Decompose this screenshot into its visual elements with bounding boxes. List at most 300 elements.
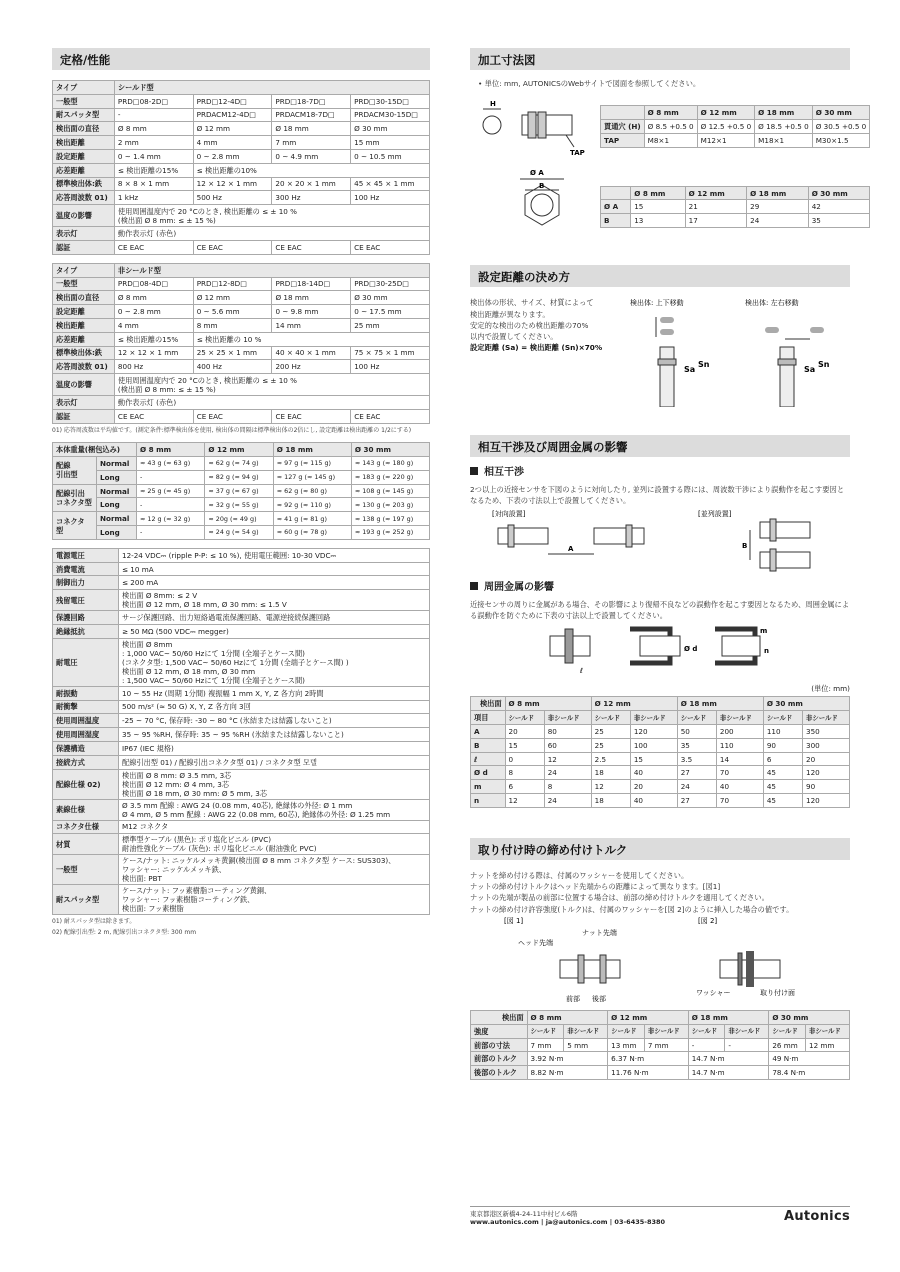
table-row (53, 638, 430, 686)
table-cell: Ø 18 mm (677, 697, 763, 711)
weight-table (52, 442, 430, 540)
table-cell: ≤ 検出距離の 10 % (193, 332, 429, 346)
table-row (53, 512, 430, 526)
table-cell: Ø 12.5 +0.5 0 (697, 120, 755, 134)
table-cell: Long (97, 470, 137, 484)
table-cell: シールド (505, 711, 544, 725)
table-cell: Ø 12 mm (608, 1011, 689, 1025)
table-cell: Ø 18 mm (272, 291, 351, 305)
table-cell: 120 (630, 725, 677, 739)
table-cell: 35 ~ 95 %RH, 保存時: 35 ~ 95 %RH (氷結または結露しないこと) (119, 728, 430, 742)
footer-contact: www.autonics.com | ja@autonics.com | 03-6435-8380 (470, 1218, 666, 1227)
table-cell: ≈ 24 g (≈ 54 g) (205, 526, 273, 540)
table-cell: ≈ 41 g (≈ 81 g) (273, 512, 351, 526)
table-cell: 15 mm (351, 136, 430, 150)
table-cell: 12 mm (806, 1038, 850, 1052)
cert-marks: CE EAC (114, 240, 193, 254)
label-mount: 取り付け面 (760, 989, 795, 998)
table-cell: Ø A (601, 200, 631, 214)
table-cell: 使用周囲湿度 (53, 728, 119, 742)
cert-marks: CE EAC (193, 240, 272, 254)
table-cell: シールド (608, 1024, 645, 1038)
table-cell: 70 (716, 794, 763, 808)
table-cell: Ø 30 mm (769, 1011, 850, 1025)
table-cell: 20 (803, 752, 850, 766)
torque-figures (470, 915, 850, 1010)
table-cell: 耐スパッタ型 (53, 108, 115, 122)
table-row (53, 136, 430, 150)
table-cell: 使用周囲温度内で 20 °Cのとき, 検出距離の ≤ ± 10 % (検出面 Ø 8 mm: ≤ ± 15 %) (114, 205, 429, 227)
table-cell: 24 (544, 766, 591, 780)
table-row (53, 374, 430, 396)
hole-table (600, 105, 870, 147)
table-cell: 3.5 (677, 752, 716, 766)
table-cell: 4 mm (193, 136, 272, 150)
table-cell: Long (97, 526, 137, 540)
set-text-line: 以内で設置してください。 (470, 332, 558, 342)
table-cell: 12 × 12 × 1 mm (114, 346, 193, 360)
table-cell: 0 ~ 4.9 mm (272, 149, 351, 163)
table-cell: Ø 12 mm (591, 697, 677, 711)
table-cell: 応差距離 (53, 332, 115, 346)
table-cell: 24 (677, 780, 716, 794)
table-cell: PRD□08-4D□ (114, 277, 193, 291)
note-cable-length: 02) 配線引出型: 2 m, 配線引出コネクタ型: 300 mm (52, 928, 197, 936)
table-cell: 24 (544, 794, 591, 808)
table-cell: M30×1.5 (812, 133, 870, 147)
table-cell: 500 m/s² (≈ 50 G) X, Y, Z 各方向 3回 (119, 700, 430, 714)
metal-l-label: ℓ (580, 667, 583, 676)
table-cell: Ø 18 mm (755, 106, 813, 120)
table-cell: 残留電圧 (53, 590, 119, 611)
table-cell: 350 (803, 725, 850, 739)
table-cell: 非シールド (803, 711, 850, 725)
table-cell: Ø 18.5 +0.5 0 (755, 120, 813, 134)
table-row (471, 725, 850, 739)
table-cell: 12-24 VDC⎓ (ripple P-P: ≤ 10 %), 使用電圧範囲: 10-30 VDC⎓ (119, 548, 430, 562)
table-cell: 35 (808, 214, 870, 228)
dimension-note: • 単位: mm, AUTONICSのWebサイトで図面を参照してください。 (478, 79, 701, 88)
table-cell: ≥ 50 MΩ (500 VDC⎓ megger) (119, 625, 430, 639)
table-row (53, 409, 430, 423)
table-cell: シールド型 (114, 81, 429, 95)
table-cell: 絶縁抵抗 (53, 625, 119, 639)
table-cell: Ø 30 mm (351, 443, 429, 457)
table-cell: 一般型 (53, 277, 115, 291)
table-cell: 8 (505, 766, 544, 780)
table-row (601, 186, 870, 200)
spec-section-title: 定格/性能 (52, 48, 430, 70)
table-cell: 検出面 Ø 8 mm: Ø 3.5 mm, 3芯 検出面 Ø 12 mm: Ø 4 mm, 3芯 検出面 Ø 18 mm, Ø 30 mm: Ø 5 mm, 3芯 (119, 769, 430, 799)
table-row (471, 1038, 850, 1052)
table-cell: ≤ 検出距離の15% (114, 332, 193, 346)
label-back: 後部 (592, 995, 606, 1004)
table-cell: 保護構造 (53, 741, 119, 755)
table-cell: Normal (97, 484, 137, 498)
table-cell: 78.4 N·m (769, 1066, 850, 1080)
table-cell: 検出面 Ø 8mm: ≤ 2 V 検出面 Ø 12 mm, Ø 18 mm, Ø 30 mm: ≤ 1.5 V (119, 590, 430, 611)
table-cell: 26 mm (769, 1038, 806, 1052)
table-cell: 非シールド (630, 711, 677, 725)
table-row (53, 590, 430, 611)
table-cell: ≈ 108 g (≈ 145 g) (351, 484, 429, 498)
table-row (471, 697, 850, 711)
table-cell: PRDACM18-7D□ (272, 108, 351, 122)
table-cell: 21 (685, 200, 747, 214)
table-cell: Ø 30.5 +0.5 0 (812, 120, 870, 134)
table-cell: 40 (630, 766, 677, 780)
table-row (53, 443, 430, 457)
table-cell: 耐振動 (53, 686, 119, 700)
table-cell: 25 × 25 × 1 mm (193, 346, 272, 360)
table-cell: Ø 18 mm (273, 443, 351, 457)
table-cell: 45 (763, 766, 802, 780)
table-cell: m (471, 780, 506, 794)
electrical-spec-table (52, 548, 430, 916)
table-row (53, 470, 430, 484)
table-cell: 前部のトルク (471, 1052, 528, 1066)
table-cell: 90 (763, 738, 802, 752)
set-text-line: 安定的な検出のため検出距離の70% (470, 320, 589, 330)
table-cell: Ø 8 mm (527, 1011, 608, 1025)
table-cell: シールド (527, 1024, 564, 1038)
dim-tap-label: TAP (570, 149, 585, 158)
table-cell: 14.7 N·m (688, 1066, 769, 1080)
table-row (471, 1052, 850, 1066)
table-cell: 使用周囲温度内で 20 °Cのとき, 検出距離の ≤ ± 10 % (検出面 Ø 8 mm: ≤ ± 15 %) (114, 374, 429, 396)
table-cell: 15 (630, 752, 677, 766)
table-cell: 20 (630, 780, 677, 794)
table-row (601, 133, 870, 147)
table-cell: Ø 8.5 +0.5 0 (644, 120, 697, 134)
table-row (53, 548, 430, 562)
table-cell: 42 (808, 200, 870, 214)
table-cell: ≈ 32 g (≈ 55 g) (205, 498, 273, 512)
table-cell: 検出面 (471, 1011, 528, 1025)
cert-marks: CE EAC (351, 409, 430, 423)
table-cell: シールド (769, 1024, 806, 1038)
table-cell: ケース/ナット: ニッケルメッキ黄銅(検出面 Ø 8 mm コネクタ型 ケース: SUS303)、 ワッシャー: ニッケルメッキ鉄、 検出面: PBT (119, 855, 430, 885)
setting-distance-figures (630, 297, 850, 407)
table-cell: 材質 (53, 834, 119, 855)
table-row (53, 277, 430, 291)
table-cell: Long (97, 498, 137, 512)
table-cell: Ø 30 mm (808, 186, 870, 200)
table-cell: PRD□30-15D□ (351, 94, 430, 108)
table-cell: 12 (544, 752, 591, 766)
table-cell: ≤ 200 mA (119, 576, 430, 590)
table-row (53, 205, 430, 227)
table-cell: 12 × 12 × 1 mm (193, 177, 272, 191)
table-cell: 120 (803, 794, 850, 808)
table-cell: シールド (688, 1024, 725, 1038)
mutual-figures (470, 506, 850, 576)
table-row (471, 780, 850, 794)
mutual-fig1-caption: [対向設置] (492, 510, 526, 519)
table-row (53, 484, 430, 498)
table-cell (601, 186, 631, 200)
table-cell: 表示灯 (53, 396, 115, 410)
cert-marks: CE EAC (272, 240, 351, 254)
table-cell: 300 Hz (272, 191, 351, 205)
table-row (53, 855, 430, 885)
table-cell: 40 (630, 794, 677, 808)
table-cell: 標準検出体:鉄 (53, 346, 115, 360)
cert-marks: CE EAC (351, 240, 430, 254)
table-cell: PRDACM30-15D□ (351, 108, 430, 122)
torque-line: ナットを締め付ける際は、付属のワッシャーを使用してください。 (470, 870, 689, 880)
dimension-section-title: 加工寸法図 (470, 48, 850, 70)
table-cell: 2 mm (114, 136, 193, 150)
table-cell: 15 (631, 200, 685, 214)
table-cell: 25 (591, 725, 630, 739)
table-row (601, 214, 870, 228)
table-cell: 電源電圧 (53, 548, 119, 562)
table-cell: 14 (716, 752, 763, 766)
table-cell: ≈ 82 g (≈ 94 g) (205, 470, 273, 484)
table-cell: 200 (716, 725, 763, 739)
table-cell: Ø 8 mm (505, 697, 591, 711)
table-cell: Ø 18 mm (688, 1011, 769, 1025)
table-row (53, 625, 430, 639)
table-row (471, 794, 850, 808)
table-row (53, 396, 430, 410)
cert-marks: CE EAC (193, 409, 272, 423)
table-cell: 検出面の直径 (53, 291, 115, 305)
mutual-a-label: A (568, 545, 574, 554)
table-cell: Ø 30 mm (763, 697, 849, 711)
table-cell: M18×1 (755, 133, 813, 147)
table-cell: 消費電流 (53, 562, 119, 576)
torque-fig1-caption: [図 1] (504, 917, 524, 926)
table-cell: 12 (505, 794, 544, 808)
table-cell: 100 Hz (351, 191, 430, 205)
table-cell: 8 mm (193, 318, 272, 332)
table-cell: 配線引出型 01) / 配線引出コネクタ型 01) / コネクタ型 모델 (119, 755, 430, 769)
note-spatter: 01) 耐スパッタ型は除きます。 (52, 918, 136, 926)
table-cell: ≈ 193 g (≈ 252 g) (351, 526, 429, 540)
right-column (470, 48, 867, 1080)
table-cell: PRD□30-25D□ (351, 277, 430, 291)
table-cell: 18 (591, 766, 630, 780)
table-row (53, 755, 430, 769)
table-cell: 温度の影響 (53, 374, 115, 396)
table-cell: ≈ 97 g (≈ 115 g) (273, 457, 351, 471)
table-row (53, 700, 430, 714)
table-cell: 3.92 N·m (527, 1052, 608, 1066)
table-cell: 動作表示灯 (赤色) (114, 227, 429, 241)
label-washer: ワッシャー (696, 989, 731, 998)
table-cell: M12 コネクタ (119, 820, 430, 834)
table-cell: ≈ 143 g (≈ 180 g) (351, 457, 429, 471)
table-cell: シールド (591, 711, 630, 725)
dim-phia-label: Ø A (530, 169, 544, 178)
table-cell: Ø 12 mm (205, 443, 273, 457)
table-cell: ≈ 138 g (≈ 197 g) (351, 512, 429, 526)
table-cell: 2.5 (591, 752, 630, 766)
table-cell: 100 (630, 738, 677, 752)
table-cell: 80 (544, 725, 591, 739)
table-row (53, 227, 430, 241)
table-cell: コネクタ仕様 (53, 820, 119, 834)
table-cell: 18 (591, 794, 630, 808)
setting-distance-title: 設定距離の決め方 (470, 265, 850, 287)
table-row (53, 686, 430, 700)
left-column (52, 48, 430, 936)
table-row (53, 457, 430, 471)
table-cell: タイプ (53, 263, 115, 277)
table-cell: 耐電圧 (53, 638, 119, 686)
table-cell: Ø 12 mm (193, 291, 272, 305)
dim-h-label: H (490, 100, 496, 109)
table-row (53, 149, 430, 163)
table-cell: ≈ 62 g (≈ 74 g) (205, 457, 273, 471)
table-row (53, 799, 430, 820)
table-row (471, 752, 850, 766)
table-cell: 500 Hz (193, 191, 272, 205)
table-cell: 項目 (471, 711, 506, 725)
table-cell: Ø 12 mm (697, 106, 755, 120)
table-cell: Ø 30 mm (351, 122, 430, 136)
table-cell: 110 (763, 725, 802, 739)
table-cell: 検出距離 (53, 318, 115, 332)
table-cell: Ø d (471, 766, 506, 780)
table-cell: 後部のトルク (471, 1066, 528, 1080)
table-cell: n (471, 794, 506, 808)
table-cell: 45 × 45 × 1 mm (351, 177, 430, 191)
table-row (53, 562, 430, 576)
table-row (53, 332, 430, 346)
nut-table (600, 186, 870, 228)
table-cell: Ø 8 mm (631, 186, 685, 200)
table-cell: IP67 (IEC 規格) (119, 741, 430, 755)
table-cell (601, 106, 645, 120)
set-text-line: 検出距離が異なります。 (470, 309, 550, 319)
table-cell: 15 (505, 738, 544, 752)
table-cell: 配線 引出型 (53, 457, 97, 485)
table-cell: 200 Hz (272, 360, 351, 374)
table-cell: PRD□18-7D□ (272, 94, 351, 108)
table-cell: 本体重量(梱包込み) (53, 443, 137, 457)
torque-line: ナットの先端が製品の前部に位置する場合は、前部の締め付けトルクを適用してください。 (470, 893, 769, 903)
table-cell: 13 (631, 214, 685, 228)
table-row (53, 714, 430, 728)
table-cell: ≤ 検出距離の10% (193, 163, 429, 177)
table-cell: Ø 30 mm (351, 291, 430, 305)
table-cell: 17 (685, 214, 747, 228)
table-cell: 13 mm (608, 1038, 645, 1052)
table-cell: PRD□08-2D□ (114, 94, 193, 108)
mutual-text: 2つ以上の近接センサを下図のように対向したり, 並列に設置する際には、周波数干渉により誤動作を起こす要因となるため、下表の寸法以上で設置してください。 (470, 484, 845, 506)
table-cell: 接続方式 (53, 755, 119, 769)
table-row (53, 318, 430, 332)
table-cell: 49 N·m (769, 1052, 850, 1066)
table-cell: 35 (677, 738, 716, 752)
table-cell: 非シールド (644, 1024, 688, 1038)
table-cell: 前部の寸法 (471, 1038, 528, 1052)
table-row (471, 1011, 850, 1025)
table-row (53, 498, 430, 512)
metal-d-label: Ø d (684, 645, 698, 654)
table-cell: シールド (763, 711, 802, 725)
table-cell: ≈ 12 g (≈ 32 g) (137, 512, 205, 526)
mutual-fig2-caption: [並列設置] (698, 510, 732, 519)
set-sa-label-2: Sa (804, 365, 816, 375)
table-cell: 400 Hz (193, 360, 272, 374)
set-fig2-caption: 検出体: 左右移動 (745, 299, 799, 308)
table-row (53, 191, 430, 205)
metal-text: 近接センサの周りに金属がある場合、その影響により復帰不良などの誤動作を起こす要因となるため、周囲金属による誤動作を防ぐために下表の寸法以上で設置してください。 (470, 599, 850, 621)
table-cell: 0 ~ 9.8 mm (272, 305, 351, 319)
table-cell: 5 mm (564, 1038, 608, 1052)
table-cell: - (725, 1038, 769, 1052)
table-cell: 25 (591, 738, 630, 752)
table-cell: 6.37 N·m (608, 1052, 689, 1066)
table-cell: Ø 18 mm (272, 122, 351, 136)
table-cell: Ø 12 mm (193, 122, 272, 136)
cert-marks: CE EAC (272, 409, 351, 423)
table-cell: 1 kHz (114, 191, 193, 205)
table-row (53, 885, 430, 915)
table-cell: ≤ 10 mA (119, 562, 430, 576)
table-cell: ≈ 43 g (≈ 63 g) (137, 457, 205, 471)
table-cell: 配線仕様 02) (53, 769, 119, 799)
nonshield-spec-table (52, 263, 430, 424)
mutual-interference-title: 相互干渉及び周囲金属の影響 (470, 435, 850, 457)
cert-marks: CE EAC (114, 409, 193, 423)
table-cell: B (601, 214, 631, 228)
table-row (471, 1024, 850, 1038)
table-cell: Ø 8 mm (137, 443, 205, 457)
table-cell: 14 mm (272, 318, 351, 332)
table-row (471, 766, 850, 780)
table-row (53, 240, 430, 254)
table-cell: 応差距離 (53, 163, 115, 177)
table-cell: 非シールド (564, 1024, 608, 1038)
table-row (53, 526, 430, 540)
table-cell: 10 ~ 55 Hz (周期 1分間) 複振幅 1 mm X, Y, Z 各方向 2時間 (119, 686, 430, 700)
table-cell: ≈ 25 g (≈ 45 g) (137, 484, 205, 498)
table-cell: ≈ 20g (≈ 49 g) (205, 512, 273, 526)
table-row (601, 106, 870, 120)
setting-distance-area (470, 297, 850, 407)
table-cell: B (471, 738, 506, 752)
footer-address: 東京都港区新橋4-24-11中村ビル6階 (470, 1210, 578, 1218)
table-cell: 標準検出体:鉄 (53, 177, 115, 191)
table-row (53, 305, 430, 319)
table-row (601, 200, 870, 214)
table-cell: M12×1 (697, 133, 755, 147)
table-row (53, 122, 430, 136)
metal-table (470, 696, 850, 807)
setting-distance-text (470, 297, 630, 407)
table-cell: 7 mm (272, 136, 351, 150)
table-cell: 90 (803, 780, 850, 794)
table-cell: 27 (677, 766, 716, 780)
table-row (53, 728, 430, 742)
table-cell: 制御出力 (53, 576, 119, 590)
shield-spec-table (52, 80, 430, 255)
table-cell: 75 × 75 × 1 mm (351, 346, 430, 360)
table-cell: コネクタ 型 (53, 512, 97, 540)
table-cell: A (471, 725, 506, 739)
table-cell: - (688, 1038, 725, 1052)
table-cell: 40 × 40 × 1 mm (272, 346, 351, 360)
table-cell: 認証 (53, 409, 115, 423)
table-cell: ≈ 127 g (≈ 145 g) (273, 470, 351, 484)
table-cell: Ø 8 mm (644, 106, 697, 120)
table-cell: 70 (716, 766, 763, 780)
